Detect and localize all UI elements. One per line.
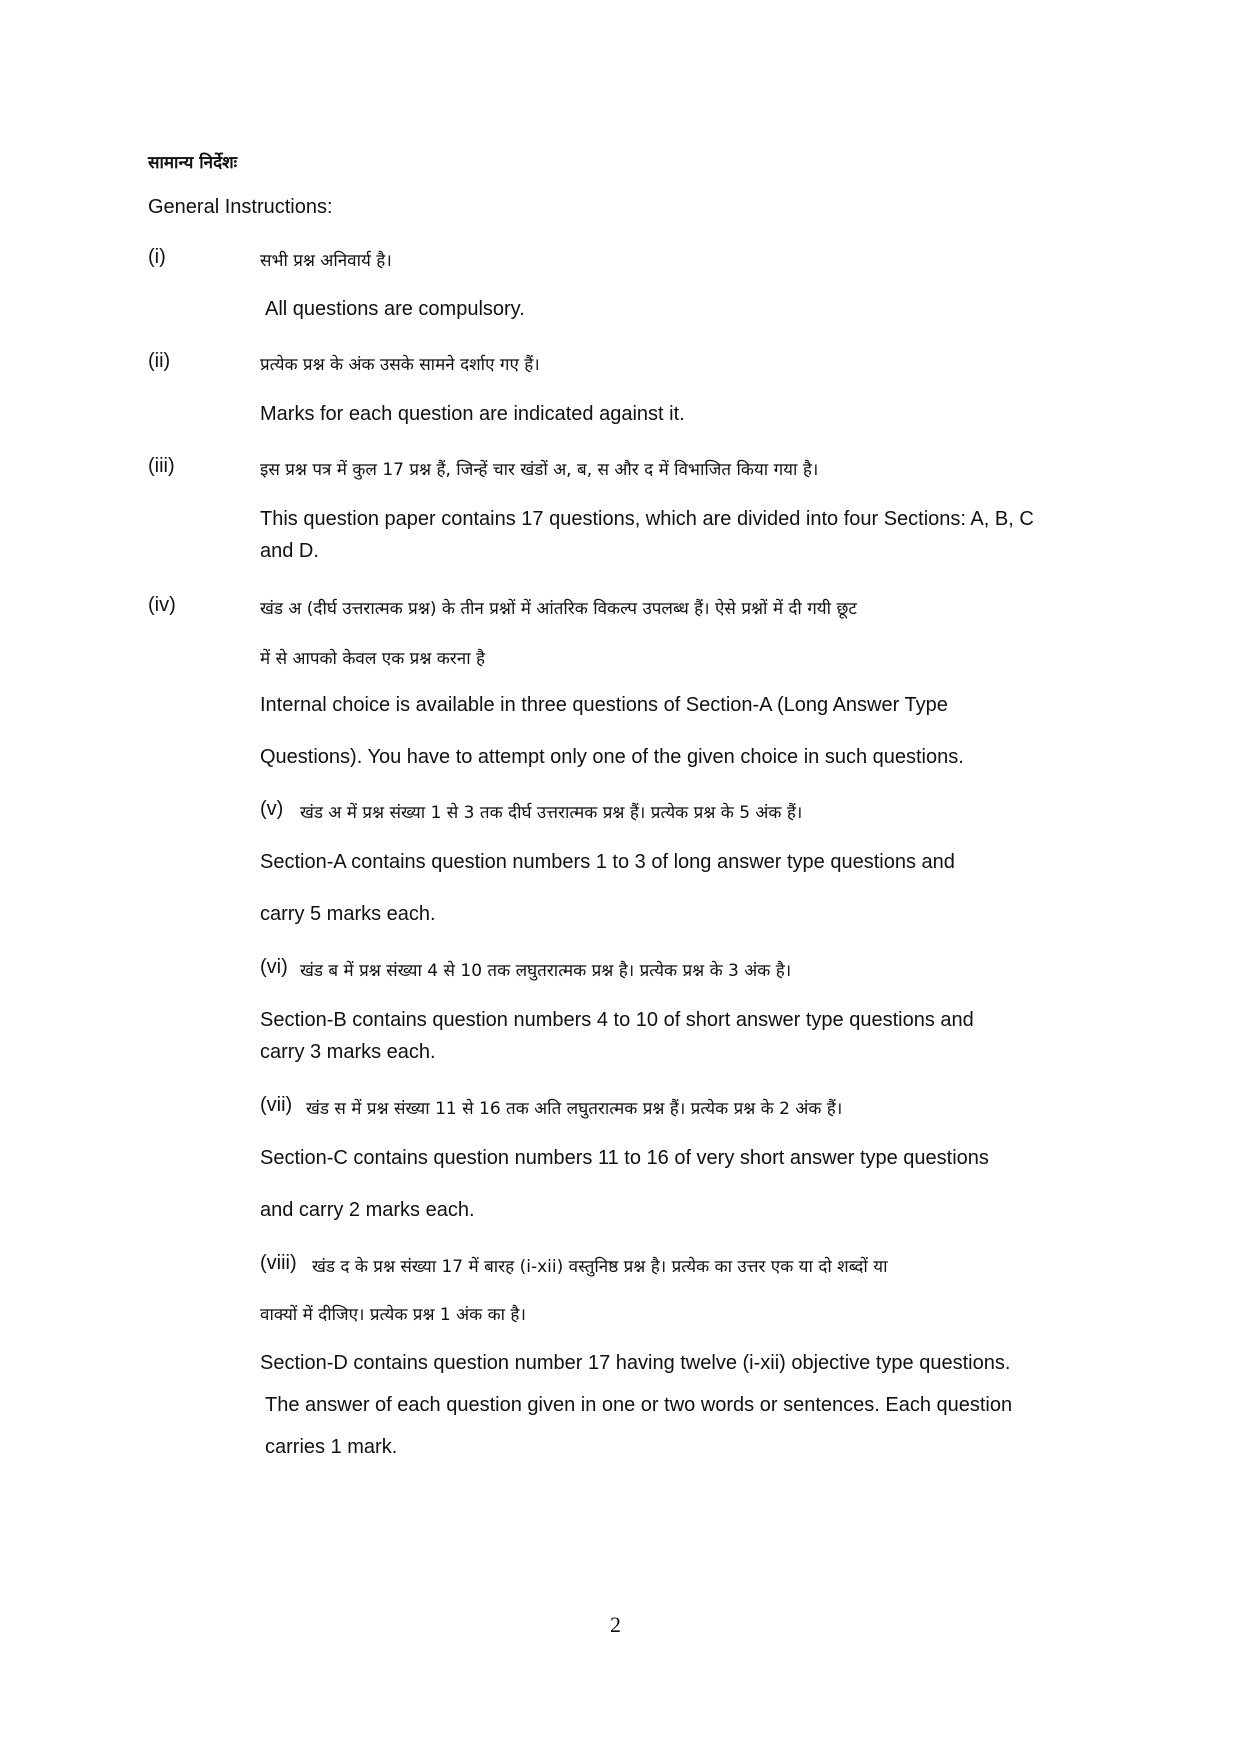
item-number: (iv) xyxy=(148,594,176,616)
instruction-hindi: खंड अ (दीर्घ उत्तरात्मक प्रश्न) के तीन प्रश्नों में आंतरिक विकल्प उपलब्ध हैं। ऐसे प्रश्नों में दी गयी छूट xyxy=(260,599,857,619)
item-number: (viii) xyxy=(260,1252,297,1274)
instruction-english: This question paper contains 17 questions, which are divided into four Sections: A, B, C xyxy=(260,508,1034,530)
instruction-english: The answer of each question given in one or two words or sentences. Each question xyxy=(265,1394,1013,1416)
instruction-english: Internal choice is available in three questions of Section-A (Long Answer Type xyxy=(260,694,948,716)
instruction-english: Section-B contains question numbers 4 to 10 of short answer type questions and xyxy=(260,1009,974,1031)
instruction-hindi: खंड द के प्रश्न संख्या 17 में बारह (i-xii) वस्तुनिष्ठ प्रश्न है। प्रत्येक का उत्तर एक या दो शब्दों या xyxy=(312,1257,888,1277)
heading-english: General Instructions: xyxy=(148,196,333,218)
item-number: (vii) xyxy=(260,1094,293,1116)
item-number: (iii) xyxy=(148,455,175,477)
item-number: (i) xyxy=(148,246,166,268)
instruction-english: All questions are compulsory. xyxy=(265,298,525,320)
instruction-hindi: खंड ब में प्रश्न संख्या 4 से 10 तक लघुतरात्मक प्रश्न है। प्रत्येक प्रश्न के 3 अंक है। xyxy=(300,961,792,981)
instruction-english: carries 1 mark. xyxy=(265,1436,398,1458)
instruction-hindi: इस प्रश्न पत्र में कुल 17 प्रश्न हैं, जिन्हें चार खंडों अ, ब, स और द में विभाजित किया गया है। xyxy=(260,460,819,480)
instruction-english: Section-C contains question numbers 11 to 16 of very short answer type questions xyxy=(260,1147,989,1169)
instruction-english: carry 3 marks each. xyxy=(260,1041,436,1063)
instruction-hindi: वाक्यों में दीजिए। प्रत्येक प्रश्न 1 अंक का है। xyxy=(260,1305,526,1325)
instruction-english: and carry 2 marks each. xyxy=(260,1199,475,1221)
instruction-hindi: खंड अ में प्रश्न संख्या 1 से 3 तक दीर्घ उत्तरात्मक प्रश्न हैं। प्रत्येक प्रश्न के 5 अंक हैं। xyxy=(300,803,803,823)
heading-hindi: सामान्य निर्देशः xyxy=(148,153,238,173)
instruction-hindi: में से आपको केवल एक प्रश्न करना है xyxy=(260,649,486,669)
instruction-english: Section-D contains question number 17 having twelve (i-xii) objective type questions. xyxy=(260,1352,1011,1374)
item-number: (v) xyxy=(260,798,284,820)
item-number: (ii) xyxy=(148,350,171,372)
page-number: 2 xyxy=(610,1612,621,1637)
instruction-hindi: प्रत्येक प्रश्न के अंक उसके सामने दर्शाए गए हैं। xyxy=(260,355,540,375)
instruction-english: carry 5 marks each. xyxy=(260,903,436,925)
instruction-english: Questions). You have to attempt only one of the given choice in such questions. xyxy=(260,746,964,768)
item-number: (vi) xyxy=(260,956,288,978)
instruction-hindi: खंड स में प्रश्न संख्या 11 से 16 तक अति लघुतरात्मक प्रश्न हैं। प्रत्येक प्रश्न के 2 अंक हैं। xyxy=(306,1099,843,1119)
instruction-english: Marks for each question are indicated against it. xyxy=(260,403,685,425)
instruction-hindi: सभी प्रश्न अनिवार्य है। xyxy=(260,251,392,271)
instruction-english: Section-A contains question numbers 1 to 3 of long answer type questions and xyxy=(260,851,955,873)
instruction-english: and D. xyxy=(260,540,319,562)
